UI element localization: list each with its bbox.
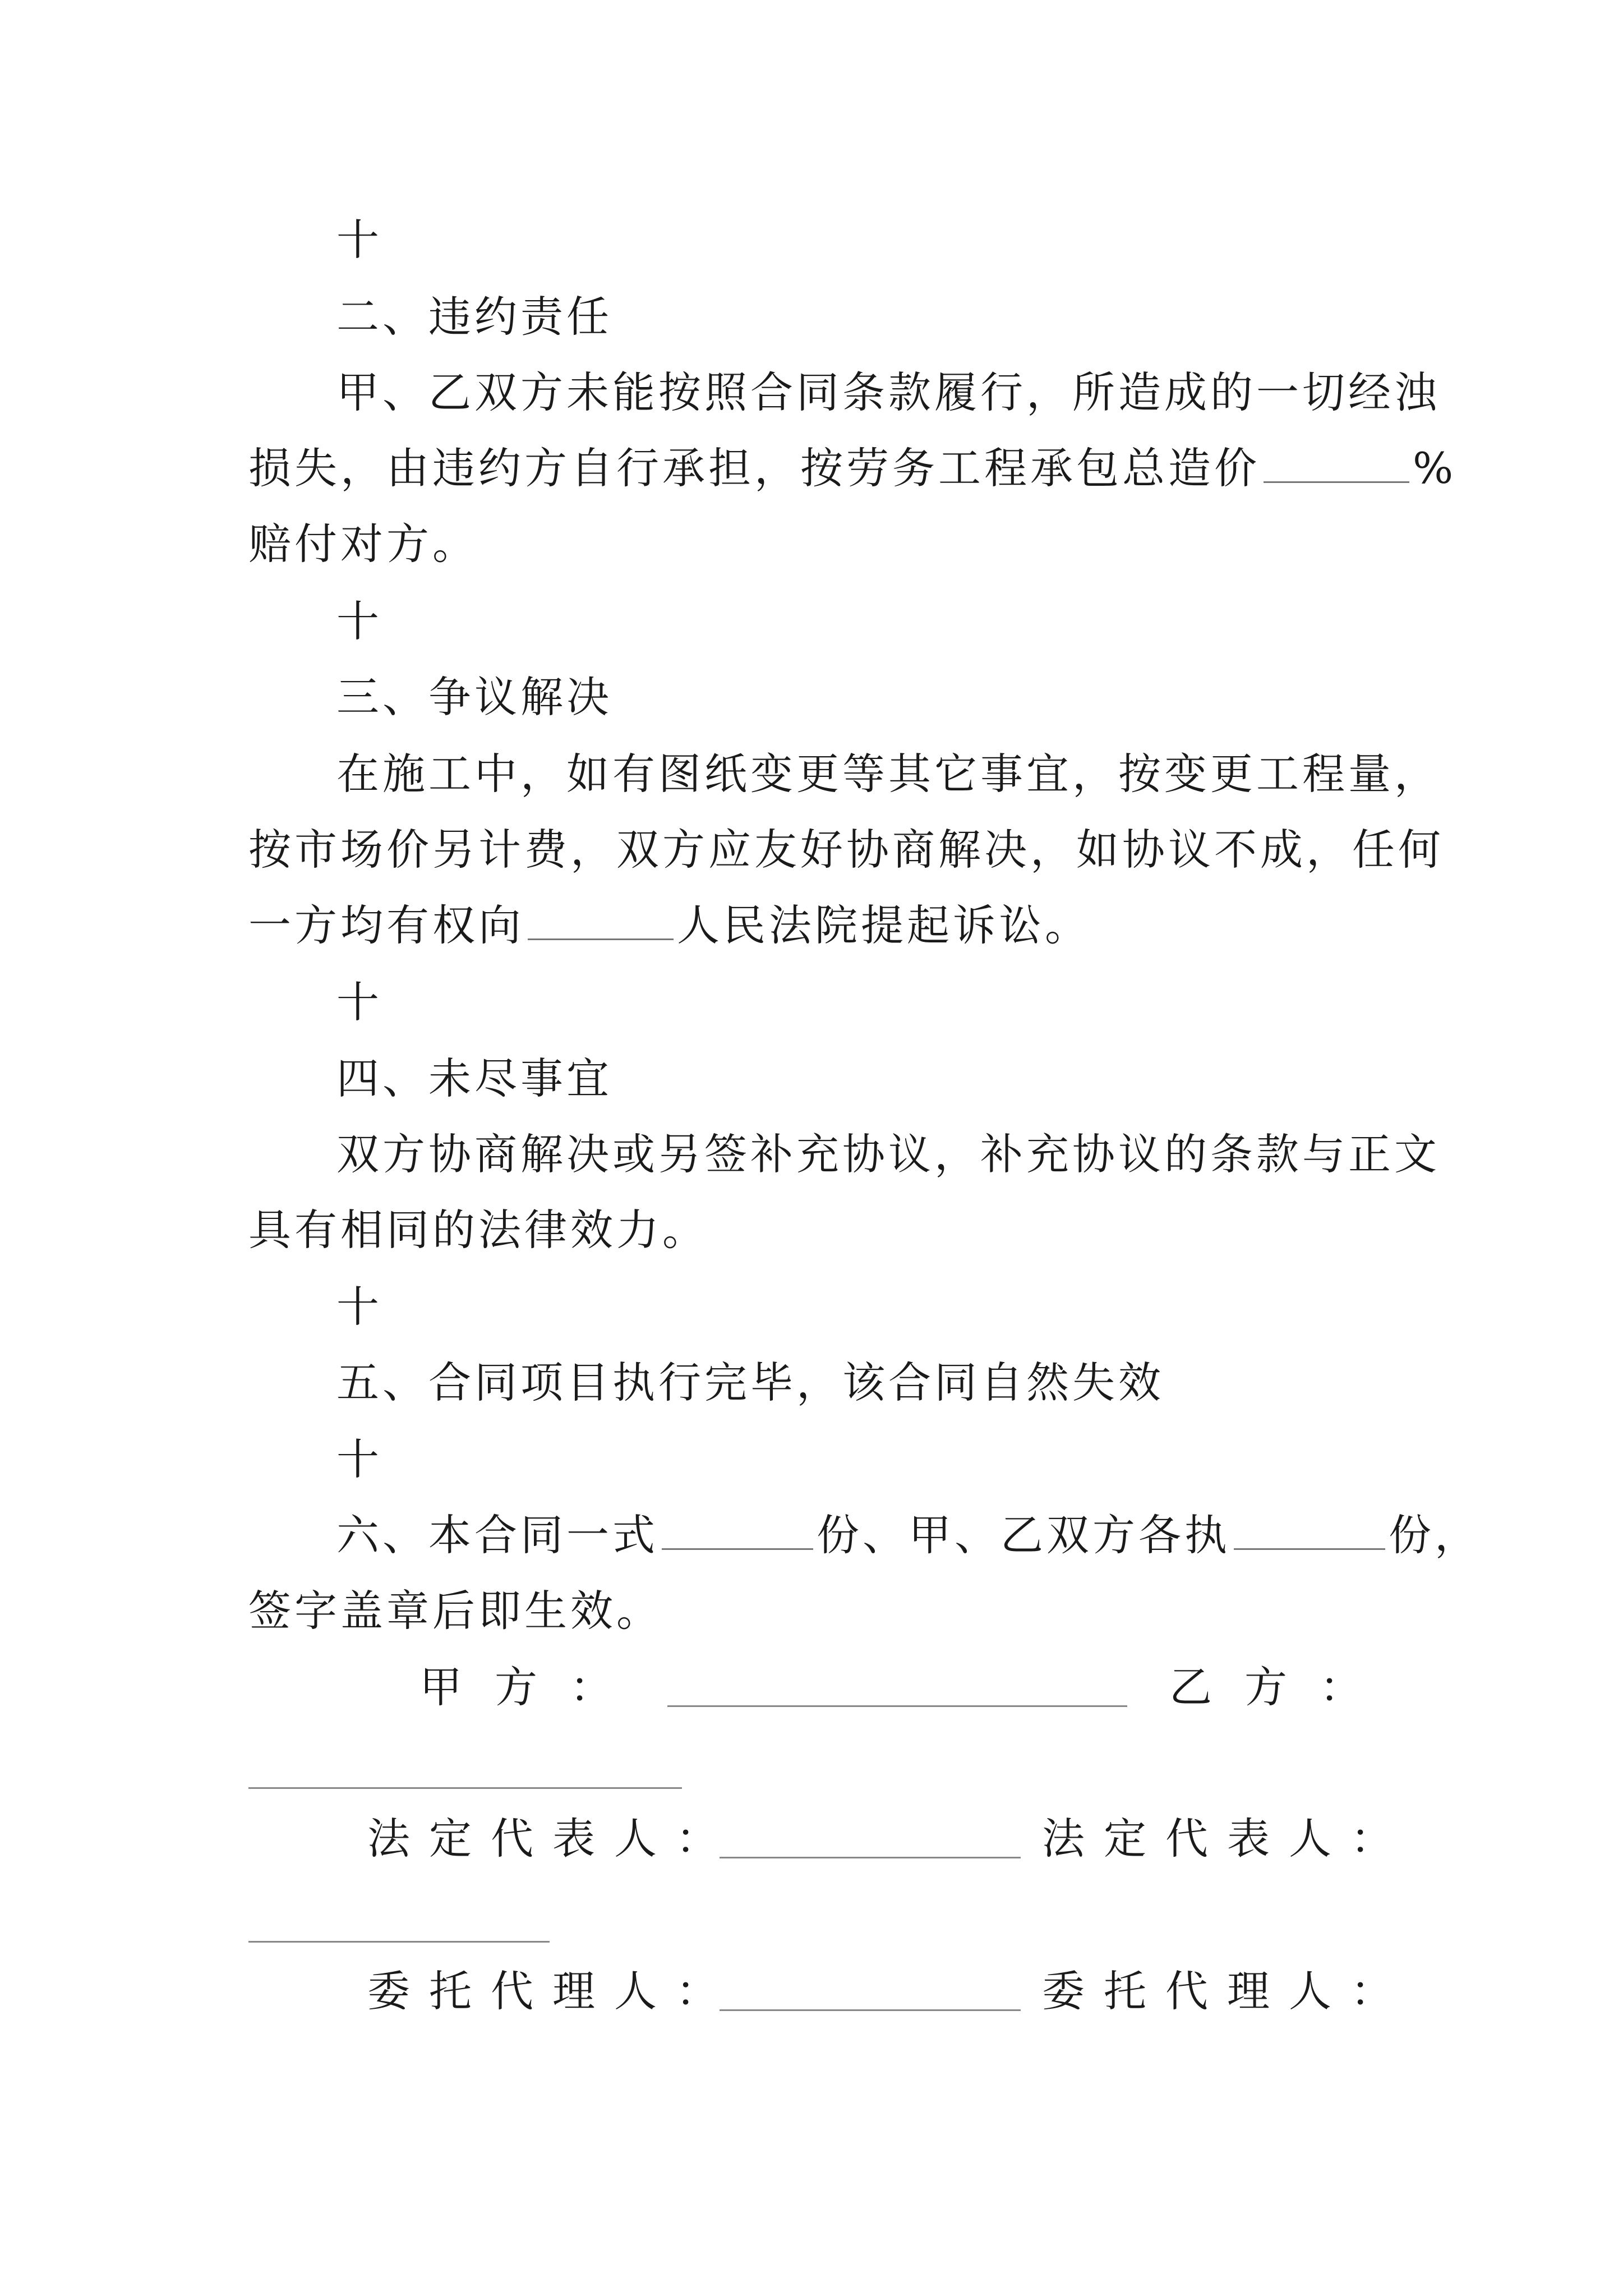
section-heading-pending: 四、未尽事宜 xyxy=(336,1053,612,1103)
legal-rep-a-label: 法定代表人： xyxy=(367,1814,737,1864)
paragraph-line: 签字盖章后即生效。 xyxy=(248,1586,662,1636)
paragraph-line: 按市场价另计费，双方应友好协商解决，如协议不成，任何 xyxy=(248,825,1444,875)
party-a-label: 甲方： xyxy=(419,1662,645,1712)
fill-blank xyxy=(1234,1512,1385,1550)
paragraph-line: 损失，由违约方自行承担，按劳务工程承包总造价 % xyxy=(248,443,1457,493)
paragraph-line: 甲、乙双方未能按照合同条款履行，所造成的一切经浊 xyxy=(336,367,1440,417)
section-heading-dispute: 三、争议解决 xyxy=(336,672,612,722)
agent-b-label: 委托代理人： xyxy=(1042,1966,1412,2016)
divider-mark: 十 xyxy=(336,1282,382,1332)
fill-blank xyxy=(1264,445,1409,483)
divider-mark: 十 xyxy=(336,215,382,265)
legal-rep-a-signature-line xyxy=(720,1857,1021,1858)
party-b-label: 乙方： xyxy=(1169,1662,1395,1712)
paragraph-line: 在施工中，如有图纸变更等其它事宜，按变更工程量， xyxy=(336,749,1440,799)
agent-a-signature-line xyxy=(720,2009,1021,2011)
paragraph-line: 具有相同的法律效力。 xyxy=(248,1205,708,1255)
divider-mark: 十 xyxy=(336,1434,382,1484)
fill-blank xyxy=(528,903,674,940)
divider-mark: 十 xyxy=(336,977,382,1027)
divider-mark: 十 xyxy=(336,596,382,646)
party-b-signature-line xyxy=(248,1787,682,1789)
agent-a-label: 委托代理人： xyxy=(367,1966,737,2016)
paragraph-line: 一方均有权向 人民法院提起诉讼。 xyxy=(248,900,1091,950)
legal-rep-b-signature-line xyxy=(248,1941,550,1943)
paragraph-line: 六、本合同一式 份、甲、乙双方各执 份， xyxy=(336,1510,1481,1560)
section-heading-expiry: 五、合同项目执行完毕，该合同自然失效 xyxy=(336,1358,1164,1407)
paragraph-line: 双方协商解决或另签补充协议，补充协议的条款与正文 xyxy=(336,1129,1440,1179)
party-a-signature-line xyxy=(667,1705,1127,1707)
section-heading-breach: 二、违约责任 xyxy=(336,292,612,342)
fill-blank xyxy=(662,1512,813,1550)
legal-rep-b-label: 法定代表人： xyxy=(1042,1814,1412,1864)
paragraph-line: 赔付对方。 xyxy=(248,519,478,569)
